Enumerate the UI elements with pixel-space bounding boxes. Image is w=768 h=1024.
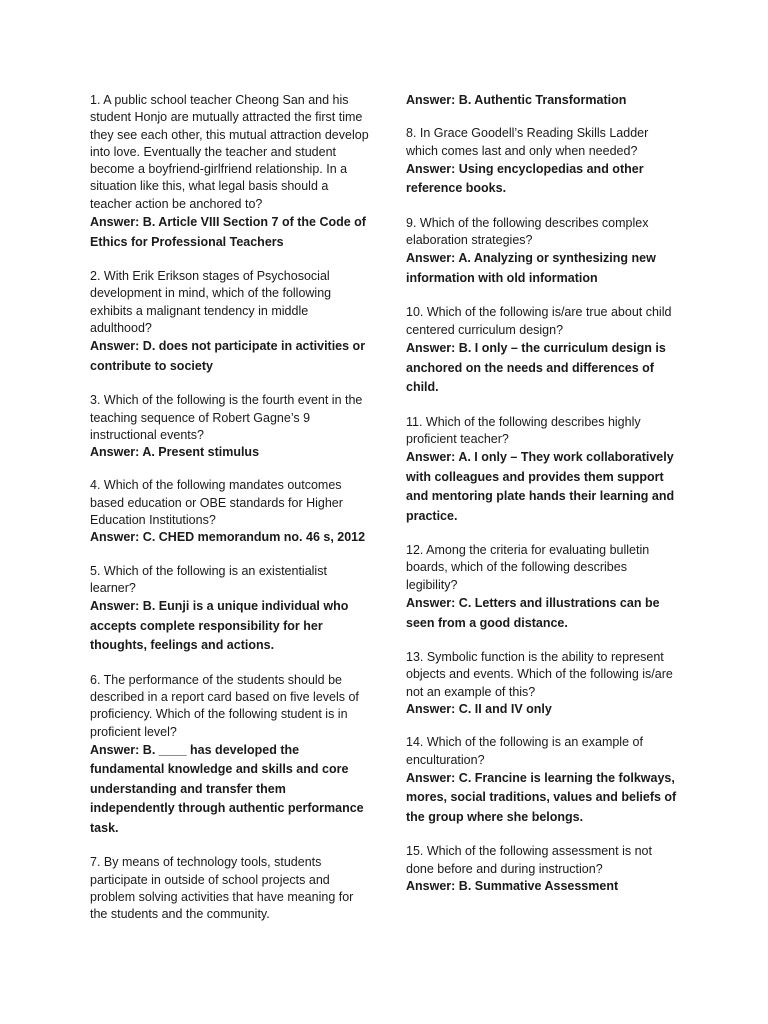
answer-text: Answer: A. Analyzing or synthesizing new information with old information — [406, 251, 656, 285]
qa-item — [406, 215, 678, 289]
question-text: 4. Which of the following mandates outcomes based education or OBE standards for Higher Education Institutions? — [90, 478, 343, 528]
answer-text: Answer: A. Present stimulus — [90, 445, 260, 460]
question-text: 11. Which of the following describes highly proficient teacher? — [406, 414, 641, 446]
question-text: 9. Which of the following describes complex elaboration strategies? — [406, 215, 649, 248]
question-text: 6. The performance of the students should be described in a report card based on five levels of proficiency. Which of the following student is in proficient level? — [90, 672, 359, 739]
qa-item — [90, 672, 370, 839]
question-text: 12. Among the criteria for evaluating bulletin boards, which of the following describes legibility? — [406, 543, 650, 592]
answer-text: Answer: B. Article VIII Section 7 of the Code of Ethics for Professional Teachers — [90, 215, 366, 249]
question-text: 3. Which of the following is the fourth event in the teaching sequence of Robert Gagne’s 9 instructional events? — [90, 393, 363, 442]
answer-text: Answer: B. I only – the curriculum design is anchored on the needs and differences of child. — [406, 341, 666, 395]
question-text: 15. Which of the following assessment is not done before and during instruction? — [406, 844, 652, 876]
qa-item — [90, 392, 370, 461]
qa-item — [90, 563, 370, 656]
question-text: 5. Which of the following is an existentialist learner? — [90, 563, 327, 595]
question-text: 2. With Erik Erikson stages of Psychosocial development in mind, which of the following exhibits a malignant tendency in middle adulthood? — [90, 269, 332, 335]
left-column — [90, 92, 370, 940]
question-text: 14. Which of the following is an example of enculturation? — [406, 735, 643, 767]
question-text: 1. A public school teacher Cheong San and his student Honjo are mutually attracted the first time they see each other, this mutual attraction develop into love. Eventually the teacher and student become a boyfriend-girlfriend relationship. In a situation like this, what legal basis should a teacher action be anchored to? — [90, 93, 369, 211]
question-text: 10. Which of the following is/are true about child centered curriculum design? — [406, 305, 672, 337]
qa-item — [406, 414, 678, 527]
answer-text: Answer: C. Francine is learning the folkways, mores, social traditions, values and beliefs of the group where she belongs. — [406, 770, 677, 824]
answer-text: Answer: B. Eunji is a unique individual who accepts complete responsibility for her thoughts, feelings and actions. — [90, 599, 349, 653]
qa-item — [406, 542, 678, 633]
qa-item — [406, 304, 678, 397]
qa-item — [90, 268, 370, 376]
answer-text: Answer: C. II and IV only — [406, 701, 552, 716]
qa-item — [406, 125, 678, 199]
qa-item — [406, 734, 678, 827]
right-column — [406, 92, 678, 911]
answer-text: Answer: A. I only – They work collaboratively with colleagues and provides them support and mentoring plate hands their learning and practice. — [406, 450, 675, 523]
qa-item — [90, 854, 370, 923]
qa-item — [90, 477, 370, 546]
qa-item — [406, 92, 678, 109]
answer-text: Answer: Using encyclopedias and other reference books. — [406, 161, 644, 196]
question-text: 13. Symbolic function is the ability to represent objects and events. Which of the following is/are not an example of this? — [406, 650, 673, 699]
qa-item — [90, 92, 370, 252]
qa-item — [406, 649, 678, 718]
qa-item — [406, 843, 678, 895]
question-text: 8. In Grace Goodell’s Reading Skills Ladder which comes last and only when needed? — [406, 126, 649, 158]
answer-text: Answer: B. Authentic Transformation — [406, 93, 627, 107]
answer-text: Answer: B. ____ has developed the fundamental knowledge and skills and core understanding and transfer them independently through authentic performance task. — [90, 742, 364, 835]
question-text: 7. By means of technology tools, students participate in outside of school projects and problem solving activities that have meaning for the students and the community. — [90, 855, 354, 922]
answer-text: Answer: D. does not participate in activities or contribute to society — [90, 339, 366, 373]
answer-text: Answer: B. Summative Assessment — [406, 878, 619, 893]
answer-text: Answer: C. CHED memorandum no. 46 s, 2012 — [90, 530, 366, 545]
answer-text: Answer: C. Letters and illustrations can be seen from a good distance. — [406, 596, 660, 630]
